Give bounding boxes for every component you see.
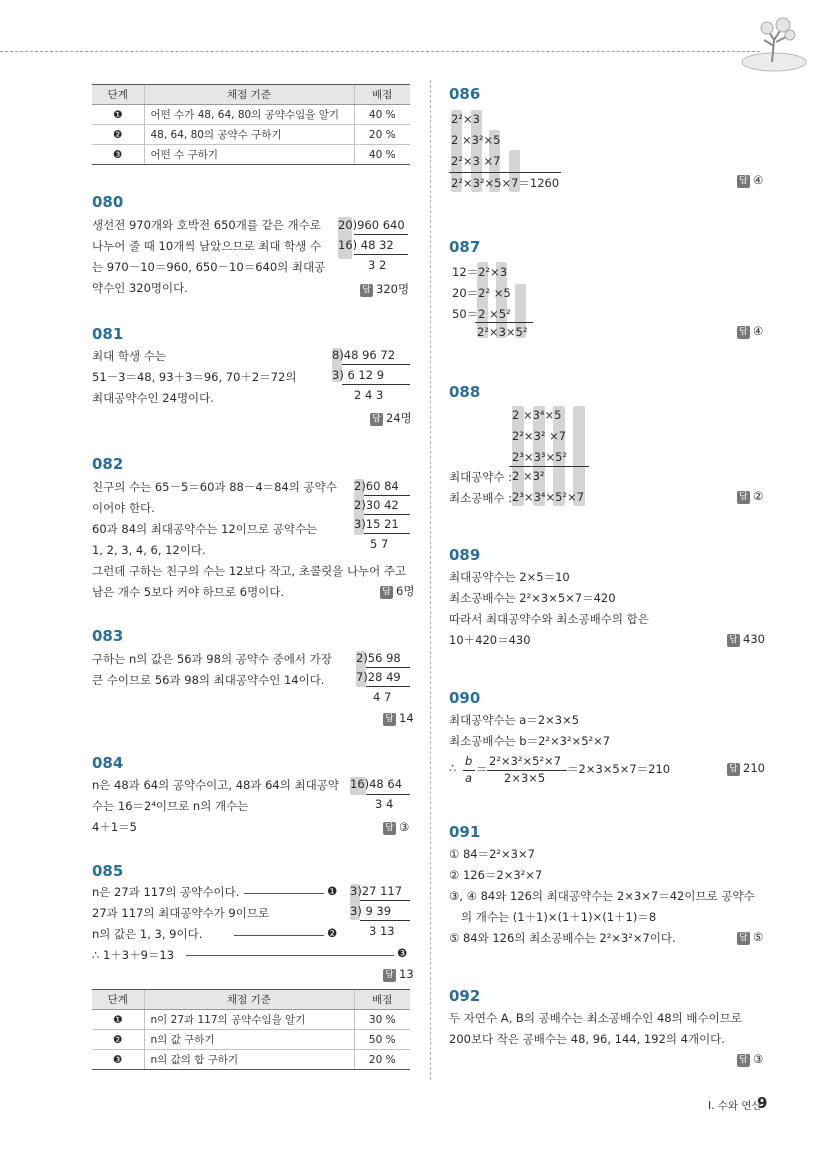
- division-row: 2)56 98: [356, 651, 401, 665]
- problem-number: 081: [92, 325, 124, 343]
- division-row: 2)60 84: [354, 479, 399, 493]
- fraction-denominator: 2×3×5: [504, 771, 546, 785]
- factor-row: 2 ×3⁴×5: [512, 408, 562, 422]
- table-header: 단계: [92, 990, 144, 1010]
- division-row: 16)48 64: [350, 777, 403, 791]
- division-row: 3)27 117: [350, 884, 403, 898]
- problem-solution: 친구의 수는 65－5＝60과 88－4＝84의 공약수 이어야 한다. 60과 84의 최대공약수는 12이므로 공약수는 1, 2, 3, 4, 6, 12이다. 그런데 구하는 친구의 수는 12보다 작고, 초콜릿을 나누어 주고 남은 개수 5보다 커야 하므로 6명이다.: [92, 480, 407, 599]
- problem-solution: 최대 학생 수는 51－3＝48, 93＋3＝96, 70＋2＝72의 최대공약수인 24명이다.: [92, 349, 297, 405]
- factor-row: 2²×3 ×7: [451, 154, 501, 168]
- table-row: ❷ 48, 64, 80의 공약수 구하기 20 %: [92, 125, 410, 145]
- problem-solution: n은 27과 117의 공약수이다. 27과 117의 최대공약수가 9이므로 n의 값은 1, 3, 9이다. ∴ 1＋3＋9＝13: [92, 885, 270, 962]
- problem-number: 090: [449, 689, 481, 707]
- step-marker: ❸: [397, 946, 408, 960]
- division-row: 16) 48 32: [338, 238, 394, 252]
- answer: 답 430: [727, 632, 765, 647]
- fraction-numerator: 2²×3²×5²×7: [489, 754, 562, 768]
- problem-number: 080: [92, 193, 124, 211]
- factor-row: 20＝2² ×5: [452, 286, 511, 300]
- problem-solution: 생선전 970개와 호박전 650개를 같은 개수로 나누어 줄 때 10개씩 남았으므로 최대 학생 수 는 970－10＝960, 650－10＝640의 최대공 약수인 320명이다.: [92, 218, 326, 295]
- problem-solution: n은 48과 64의 공약수이고, 48과 64의 최대공약 수는 16＝2⁴이므로 n의 개수는 4＋1＝5: [92, 778, 339, 834]
- problem-number: 089: [449, 546, 481, 564]
- problem-number: 083: [92, 627, 124, 645]
- table-header: 단계: [92, 85, 144, 105]
- division-row: 3) 6 12 9: [332, 368, 385, 382]
- division-row: 8)48 96 72: [332, 348, 396, 362]
- section-label: I. 수와 연산: [708, 1100, 762, 1112]
- division-row: 3 4: [375, 797, 394, 811]
- scoring-table-1: [92, 84, 410, 165]
- division-row: 5 7: [370, 537, 389, 551]
- factor-row: 2²×3: [451, 112, 480, 126]
- problem-solution: 최대공약수는 2×5＝10 최소공배수는 2²×3×5×7＝420 따라서 최대공약수와 최소공배수의 합은 10＋420＝430: [449, 570, 649, 647]
- problem-number: 087: [449, 238, 481, 256]
- division-row: 3 13: [369, 924, 395, 938]
- lcm-result: 2³×3⁴×5²×7: [512, 490, 585, 504]
- table-row: ❷ n의 값 구하기 50 %: [92, 1030, 410, 1050]
- division-row: 3)15 21: [354, 517, 399, 531]
- division-row: 20)960 640: [338, 218, 405, 232]
- answer: 답 ③: [383, 820, 409, 835]
- lcm-label: 최소공배수 :: [449, 491, 513, 505]
- table-header: 채점 기준: [144, 990, 354, 1010]
- answer: 답 320명: [360, 281, 409, 297]
- tree-icon: [738, 12, 808, 72]
- table-row: ❶ n이 27과 117의 공약수임을 알기 30 %: [92, 1010, 410, 1030]
- table-row: ❸ n의 값의 합 구하기 20 %: [92, 1050, 410, 1070]
- division-row: 2)30 42: [354, 498, 399, 512]
- answer: 답 ④: [737, 173, 763, 188]
- fraction-denominator: a: [465, 771, 473, 785]
- column-divider: [430, 80, 431, 1080]
- problem-number: 088: [449, 383, 481, 401]
- factor-result: 2²×3²×5×7＝1260: [451, 176, 560, 190]
- division-row: 3) 9 39: [350, 904, 392, 918]
- factor-row: 2³×3³×5²: [512, 450, 568, 464]
- factor-result: 2²×3×5²: [477, 325, 528, 339]
- problem-number: 092: [449, 987, 481, 1005]
- problem-number: 082: [92, 455, 124, 473]
- fraction-numerator: b: [465, 754, 473, 768]
- answer: 답 ②: [737, 489, 763, 504]
- table-header: 배점: [354, 85, 410, 105]
- scoring-table-2: [92, 989, 410, 1070]
- gcd-result: 2 ×3²: [512, 469, 545, 483]
- answer: 답 ④: [737, 324, 763, 339]
- division-row: 3 2: [368, 258, 387, 272]
- answer: 답 6명: [380, 583, 414, 599]
- header-rule: [0, 51, 760, 52]
- step-marker: ❷: [327, 926, 338, 940]
- factor-row: 50＝2 ×5²: [452, 307, 511, 321]
- factor-row: 12＝2²×3: [452, 265, 508, 279]
- table-row: ❶ 어떤 수가 48, 64, 80의 공약수임을 알기 40 %: [92, 105, 410, 125]
- problem-solution: 구하는 n의 값은 56과 98의 공약수 중에서 가장 큰 수이므로 56과 98의 최대공약수인 14이다.: [92, 652, 332, 687]
- problem-solution: 두 자연수 A, B의 공배수는 최소공배수인 48의 배수이므로 200보다 작은 공배수는 48, 96, 144, 192의 4개이다.: [449, 1011, 742, 1046]
- answer: 답 14: [383, 711, 414, 726]
- factor-row: 2²×3² ×7: [512, 429, 567, 443]
- problem-number: 086: [449, 85, 481, 103]
- step-marker: ❶: [327, 884, 338, 898]
- problem-solution: 최대공약수는 a＝2×3×5 최소공배수는 b＝2²×3²×5²×7: [449, 713, 611, 748]
- answer: 답 24명: [370, 410, 412, 426]
- answer: 답 ⑤: [737, 930, 763, 945]
- division-row: 7)28 49: [356, 670, 401, 684]
- table-row: ❸ 어떤 수 구하기 40 %: [92, 145, 410, 165]
- answer: 답 ③: [737, 1052, 763, 1067]
- division-row: 2 4 3: [354, 388, 384, 402]
- problem-solution: ① 84＝2²×3×7 ② 126＝2×3²×7 ③, ④ 84와 126의 최대공약수는 2×3×7＝42이므로 공약수 의 개수는 (1＋1)×(1＋1)×(1＋1)＝8 ⑤ 84와 126의 최소공배수는 2²×3²×7이다.: [449, 847, 755, 945]
- factor-row: 2 ×3²×5: [451, 133, 501, 147]
- answer: 답 210: [727, 761, 765, 776]
- page-number: 9: [757, 1094, 768, 1112]
- problem-number: 091: [449, 823, 481, 841]
- fraction-result: ＝2×3×5×7＝210: [567, 762, 671, 776]
- therefore-symbol: ∴: [449, 761, 457, 775]
- gcd-label: 최대공약수 :: [449, 470, 513, 484]
- division-row: 4 7: [373, 690, 392, 704]
- problem-number: 084: [92, 754, 124, 772]
- table-header: 채점 기준: [144, 85, 354, 105]
- problem-number: 085: [92, 862, 124, 880]
- table-header: 배점: [354, 990, 410, 1010]
- answer: 답 13: [383, 967, 414, 982]
